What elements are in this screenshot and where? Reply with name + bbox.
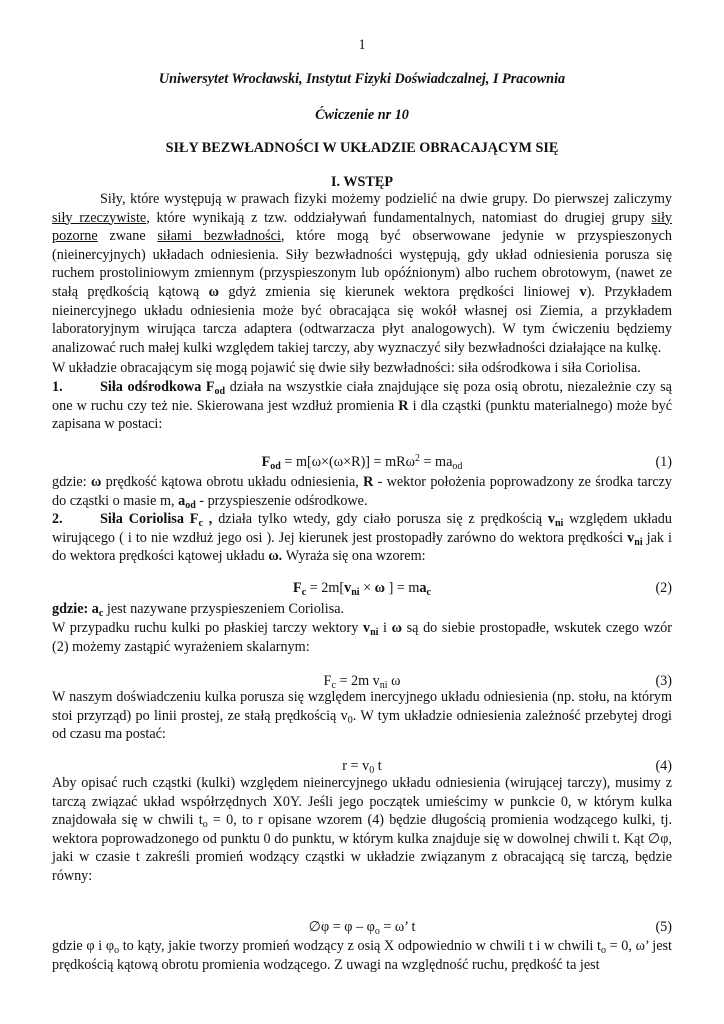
item-text: jak i do wektora prędkości kątowej układu <box>52 529 672 565</box>
where-text: - wektor położenia poprowadzony ze środka tarczy do cząstki o masie m, <box>52 474 673 509</box>
body-text: W naszym doświadczeniu kulka porusza się względem inercyjnego układu odniesienia (np. stołu, na którym stoi przyrząd) po linii prostej, ze stałą prędkością v <box>52 689 672 724</box>
v-symbol: v <box>362 620 371 636</box>
eq-text: = ω’ t <box>379 919 416 935</box>
body-text: W przypadku ruchu kulki po płaskiej tarczy wektory <box>52 620 363 636</box>
body-text: = 0, to r opisane wzorem (4) będzie długością promienia wodzącego kulki, tj. wektora poprowadzonego od punktu 0 do punktu, w którym kulka znajduje się w dowolnej chwili t. Kąt ∅φ, jaki w czasie t zakreśli promień wodzący cząstki w układzie związanym z obracającą się tarczą, będzie równy: <box>52 812 672 884</box>
section-heading: I. WSTĘP <box>330 174 394 190</box>
equation-4-number: (4) <box>655 758 672 774</box>
exercise-number: Ćwiczenie nr 10 <box>315 107 409 123</box>
subscript: 0 <box>347 714 353 726</box>
equation-4-formula <box>52 757 672 776</box>
subscript: c <box>198 518 203 529</box>
v-symbol: v <box>579 283 587 300</box>
noninertial-paragraph <box>52 774 672 886</box>
forces-overview-line: W układzie obracającym się mogą pojawić się dwie siły bezwładności: siła odśrodkowa i siła Coriolisa. <box>52 360 641 376</box>
body-text: . W tym układzie odniesienia zależność przebytej drogi od czasu ma postać: <box>52 707 673 743</box>
eq-symbol: F <box>293 580 302 596</box>
intro-text: zwane <box>97 228 146 245</box>
equation-2-formula <box>52 579 672 598</box>
subscript: ni <box>634 536 643 548</box>
page-number: 1 <box>358 37 366 53</box>
superscript: 2 <box>414 453 420 464</box>
item-text: , <box>202 511 213 527</box>
eq-text: r = v <box>342 758 370 774</box>
centrifugal-paragraph <box>52 378 672 434</box>
equation-5-number: (5) <box>655 919 672 935</box>
subscript: ni <box>351 587 360 598</box>
where-2 <box>52 600 672 619</box>
equation-1-formula <box>52 453 672 472</box>
eq-text: = 2m[ <box>306 580 345 596</box>
subscript: ni <box>370 627 379 638</box>
eq-text: ω <box>387 673 401 689</box>
eq-symbol: F <box>261 454 271 470</box>
body-text: i <box>378 620 392 636</box>
where-text: jest nazywane przyspieszeniem Coriolisa. <box>103 601 345 617</box>
equation-2-number: (2) <box>655 580 672 596</box>
coriolis-heading: Siła Coriolisa F <box>100 511 199 527</box>
intro-text: gdyż zmienia się kierunek wektora prędkości liniowej <box>219 283 571 300</box>
equation-2 <box>52 579 672 599</box>
omega-symbol: ω <box>90 474 102 490</box>
angles-paragraph <box>52 937 672 974</box>
item-text: Wyraża się ona wzorem: <box>282 548 426 565</box>
experiment-paragraph <box>52 688 672 744</box>
where-1 <box>52 473 672 510</box>
eq-text: F <box>323 673 332 689</box>
subscript: c <box>331 680 336 691</box>
where-text: prędkość kątowa obrotu układu odniesienia, <box>101 474 364 490</box>
intro-text: , które wynikają z tzw. oddziaływań fundamentalnych, natomiast do drugiej grupy <box>146 209 645 226</box>
equation-1-number: (1) <box>655 454 672 470</box>
subscript: c <box>426 587 431 598</box>
subscript: o <box>374 926 380 937</box>
item-text: działa tylko wtedy, gdy ciało porusza się z prędkością <box>212 511 548 527</box>
omega-symbol: ω <box>208 283 220 300</box>
intro-text: Siły, które występują w prawach fizyki możemy podzielić na dwie grupy. Do pierwszej zaliczymy <box>100 191 672 207</box>
centrifugal-heading: Siła odśrodkowa F <box>100 379 215 395</box>
body-text: = 0, ω’ jest prędkością kątową obrotu promienia wodzącego. Z uwagi na względność ruchu, prędkość ta jest <box>52 938 672 973</box>
subscript: ni <box>554 518 564 529</box>
scalar-paragraph <box>52 619 672 656</box>
body-text: to kąty, jakie tworzy promień wodzący z osią X odpowiednio w chwili t i w chwili t <box>119 938 601 954</box>
eq-text: × <box>359 580 375 596</box>
equation-3-number: (3) <box>655 673 672 689</box>
item-number: 2. <box>52 511 63 527</box>
v-symbol: v <box>547 511 555 527</box>
v-symbol: v <box>627 529 635 546</box>
eq-text: = ma <box>419 454 453 470</box>
eq-text: ∅φ = φ – φ <box>308 919 375 935</box>
item-text: względem układu wirującego ( i to nie wzdłuż jego osi ). Jej kierunek jest prostopadły zarówno do wektora prędkości <box>52 511 672 546</box>
R-symbol: R <box>398 397 409 414</box>
intro-text: ). Przykładem nieinercyjnego układu odniesienia może być obracająca się wokół własnej osi Ziemia, a przykładem laboratoryjnym wirująca tarcza adaptera (odtwarzacza płyt analogowych). W tym ćwiczeniu będziemy analizować ruch małej kulki względem takiej tarczy, aby wyznaczyć siły bezwładności działające na kulkę. <box>52 283 673 356</box>
coriolis-paragraph <box>52 510 672 566</box>
a-symbol: a <box>178 492 186 509</box>
where-text: gdzie: <box>52 601 92 617</box>
subscript: c <box>98 608 104 619</box>
body-text: gdzie φ i φ <box>52 938 115 954</box>
where-text: gdzie: <box>52 474 91 490</box>
eq-text: = m[ω×(ω×R)] = mRω <box>280 454 415 470</box>
institution-heading: Uniwersytet Wrocławski, Instytut Fizyki Doświadczalnej, I Pracownia <box>158 71 566 87</box>
eq-text: ] = m <box>385 580 420 596</box>
omega-symbol: ω. <box>268 548 283 565</box>
subscript: o <box>600 945 606 956</box>
subscript: od <box>214 386 226 397</box>
eq-symbol: v <box>344 580 352 596</box>
intro-text: , które mogą być obserwowane jedynie w przyspieszonych (nieinercyjnych) układach odniesienia. Siły bezwładności występują, gdy układ odniesienia porusza się ruchem prostoliniowym zmiennym (przyspieszonym lub opóźnionym) albo ruchem obrotowym, (nawet ze stałą prędkością kątową <box>52 228 673 300</box>
subscript: 0 <box>369 765 375 776</box>
eq-symbol: a <box>419 580 427 596</box>
subscript: ni <box>379 680 388 691</box>
subscript: o <box>114 945 120 956</box>
body-text: są do siebie prostopadłe, wskutek czego wzór (2) możemy zastąpić wyrażeniem skalarnym: <box>52 620 672 655</box>
item-text: działa na wszystkie ciała znajdujące się poza osią obrotu, niezależnie czy są one w ruchu czy też nie. Skierowana jest wzdłuż promienia <box>52 379 672 414</box>
item-number: 1. <box>52 379 63 395</box>
subscript: c <box>301 587 307 598</box>
eq-text: = 2m v <box>335 673 380 689</box>
equation-5 <box>52 918 672 938</box>
body-text: Aby opisać ruch cząstki (kulki) względem nieinercyjnego układu odniesienia (wirującej tarczy), musimy z tarczą związać układ współrzędnych X0Y. Jeśli jego początek umieścimy w punkcie 0, w którym kulka znajdowała się w chwili t <box>52 775 672 829</box>
intro-paragraph <box>52 190 672 357</box>
inertial-forces-term: siłami bezwładności <box>157 228 281 245</box>
eq-symbol: ω <box>374 580 386 596</box>
document-title: SIŁY BEZWŁADNOŚCI W UKŁADZIE OBRACAJĄCYM SIĘ <box>165 140 559 156</box>
omega-symbol: ω <box>391 620 402 636</box>
real-forces-term: siły rzeczywiste <box>52 209 147 226</box>
apparent-forces-term: siły pozorne <box>52 209 672 245</box>
subscript: od <box>452 461 463 472</box>
where-text: - przyspieszenie odśrodkowe. <box>195 492 368 509</box>
subscript: od <box>185 499 196 511</box>
R-symbol: R <box>363 474 374 490</box>
a-symbol: a <box>91 601 99 617</box>
equation-1 <box>52 453 672 473</box>
item-text: i dla cząstki (punktu materialnego) może być zapisana w postaci: <box>52 397 672 433</box>
subscript: od <box>270 461 281 472</box>
equation-5-formula <box>52 918 672 937</box>
eq-text: t <box>374 758 382 774</box>
subscript: o <box>202 819 208 831</box>
